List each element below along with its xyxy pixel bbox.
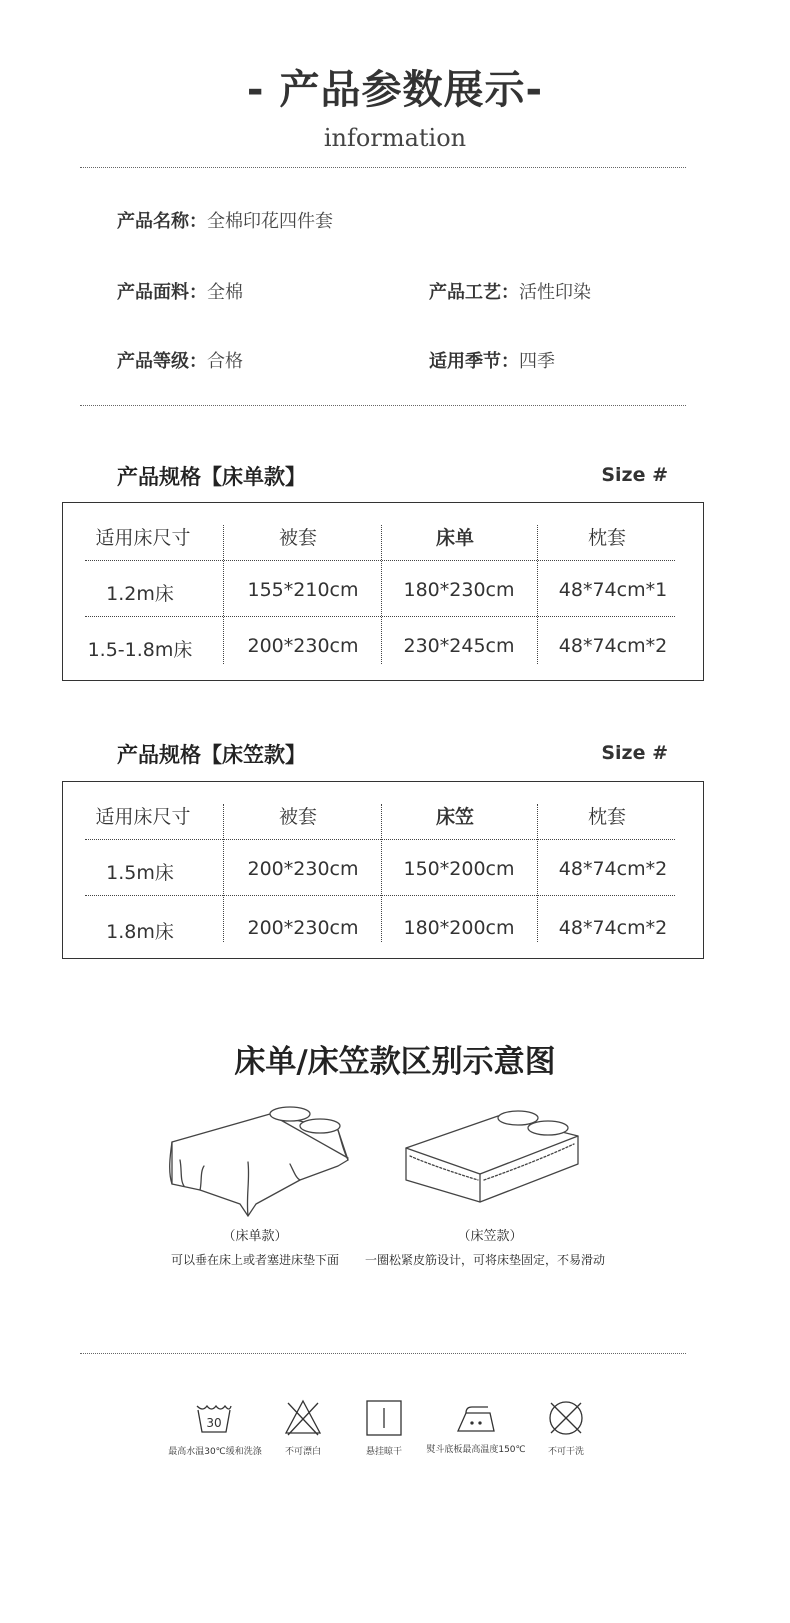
no-dry-clean-icon [546, 1398, 586, 1438]
table-header: 枕套 [587, 527, 626, 549]
table-cell: 200*230cm [247, 917, 359, 939]
info-craft-value: 活性印染 [519, 282, 591, 303]
fitted-description: 一圈松紧皮筋设计，可将床垫固定，不易滑动 [364, 1253, 605, 1267]
divider [80, 405, 686, 406]
care-label: 最高水温30℃缓和洗涤 [168, 1447, 262, 1457]
table-cell: 200*230cm [247, 635, 359, 657]
fitted-sheet-bed-illustration [398, 1100, 588, 1210]
table-header: 适用床尺寸 [95, 806, 191, 828]
page-title: - 产品参数展示- [246, 67, 544, 113]
table-cell: 1.5m床 [106, 862, 174, 884]
hang-dry-icon [364, 1398, 404, 1438]
spec-fitted-title: 产品规格【床笠款】 [117, 743, 306, 767]
care-label: 不可漂白 [284, 1447, 321, 1457]
spec-sheet-table [62, 502, 704, 681]
table-cell: 48*74cm*2 [558, 858, 668, 880]
table-header: 床单 [435, 527, 474, 549]
table-header: 床笠 [435, 806, 474, 828]
diagram-title: 床单/床笠款区别示意图 [234, 1044, 556, 1080]
sheet-description: 可以垂在床上或者塞进床垫下面 [170, 1253, 339, 1267]
info-grade-value: 合格 [207, 351, 243, 372]
info-name-value: 全棉印花四件套 [207, 211, 333, 232]
table-cell: 180*200cm [403, 917, 515, 939]
table-cell: 1.2m床 [106, 583, 174, 605]
row-divider [85, 560, 675, 561]
info-grade-label: 产品等级： [117, 351, 207, 372]
table-header: 适用床尺寸 [95, 527, 191, 549]
table-cell: 200*230cm [247, 858, 359, 880]
info-name-label: 产品名称： [117, 211, 207, 232]
info-name [117, 207, 333, 233]
row-divider [85, 616, 675, 617]
spec-fitted-table [62, 781, 704, 959]
care-label: 不可干洗 [547, 1447, 584, 1457]
row-divider [85, 895, 675, 896]
info-fabric-value: 全棉 [207, 282, 243, 303]
table-cell: 1.8m床 [106, 921, 174, 943]
spec-fitted-size-label: Size # [601, 742, 668, 764]
info-season-value: 四季 [519, 351, 555, 372]
spec-sheet-title: 产品规格【床单款】 [117, 465, 306, 489]
info-fabric [117, 278, 243, 304]
divider [80, 1353, 686, 1354]
info-season-label: 适用季节： [429, 351, 519, 372]
table-cell: 1.5-1.8m床 [87, 639, 193, 661]
flat-sheet-bed-illustration [160, 1100, 360, 1220]
care-label: 悬挂晾干 [365, 1447, 402, 1457]
info-season [429, 347, 555, 373]
table-cell: 48*74cm*2 [558, 635, 668, 657]
table-cell: 48*74cm*1 [558, 579, 668, 601]
wash-30-icon [194, 1398, 234, 1438]
table-header: 枕套 [587, 806, 626, 828]
table-header: 被套 [278, 527, 317, 549]
fitted-caption: （床笠款） [457, 1229, 523, 1244]
info-craft [429, 278, 591, 304]
sheet-caption: （床单款） [222, 1229, 288, 1244]
info-craft-label: 产品工艺： [429, 282, 519, 303]
wash-temp-text: 30 [206, 1416, 222, 1430]
table-cell: 150*200cm [403, 858, 515, 880]
info-fabric-label: 产品面料： [117, 282, 207, 303]
table-cell: 180*230cm [403, 579, 515, 601]
spec-sheet-size-label: Size # [601, 464, 668, 486]
iron-150-icon [454, 1403, 498, 1437]
divider [80, 167, 686, 168]
care-label: 熨斗底板最高温度150℃ [426, 1445, 526, 1455]
table-cell: 155*210cm [247, 579, 359, 601]
table-cell: 230*245cm [403, 635, 515, 657]
no-bleach-icon [283, 1398, 323, 1438]
page-subtitle: information [323, 124, 467, 152]
info-grade [117, 347, 243, 373]
table-cell: 48*74cm*2 [558, 917, 668, 939]
row-divider [85, 839, 675, 840]
table-header: 被套 [278, 806, 317, 828]
